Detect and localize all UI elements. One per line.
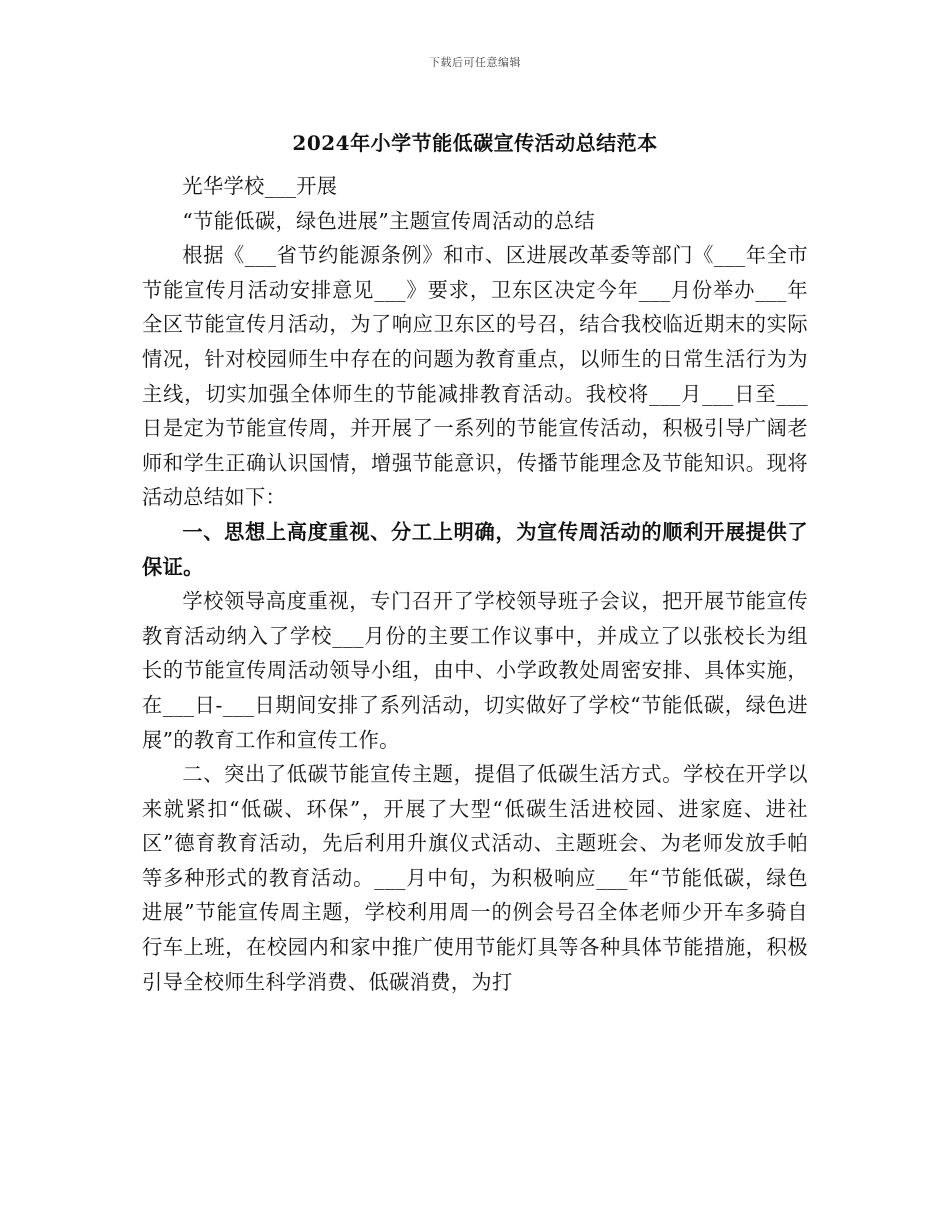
document-body	[142, 169, 808, 999]
school-line: 光华学校___开展	[182, 174, 338, 198]
document-title: 2024年小学节能低碳宣传活动总结范本	[292, 131, 658, 155]
section-two-paragraph: 二、突出了低碳节能宣传主题，提倡了低碳生活方式。学校在开学以来就紧扣“低碳、环保”，开展了大型“低碳生活进校园、进家庭、进社区”德育教育活动，先后利用升旗仪式活动、主题班会、为老师发放手帕等多种形式的教育活动。___月中旬，为积极响应___年“节能低碳，绿色进展”节能宣传周主题，学校利用周一的例会号召全体老师少开车多骑自行车上班，在校园内和家中推广使用节能灯具等各种具体节能措施，积极引导全校师生科学消费、低碳消费，为打	[142, 762, 808, 994]
intro-paragraph: 根据《___省节约能源条例》和市、区进展改革委等部门《___年全市节能宣传月活动安排意见___》要求，卫东区决定今年___月份举办___年全区节能宣传月活动，为了响应卫东区的号召，结合我校临近期末的实际情况，针对校园师生中存在的问题为教育重点，以师生的日常生活行为为主线，切实加强全体师生的节能减排教育活动。我校将___月___日至___日是定为节能宣传周，并开展了一系列的节能宣传活动，积极引导广阔老师和学生正确认识国情，增强节能意识，传播节能理念及节能知识。现将活动总结如下：	[142, 243, 808, 510]
section-heading-one: 一、思想上高度重视、分工上明确，为宣传周活动的顺利开展提供了保证。	[142, 519, 808, 579]
download-note: 下载后可任意编辑	[429, 56, 521, 69]
section-one-paragraph: 学校领导高度重视，专门召开了学校领导班子会议，把开展节能宣传教育活动纳入了学校___月份的主要工作议事中，并成立了以张校长为组长的节能宣传周活动领导小组，由中、小学政教处周密安排、具体实施，在___日-___日期间安排了系列活动，切实做好了学校“节能低碳，绿色进展”的教育工作和宣传工作。	[142, 589, 808, 752]
subtitle-line: “节能低碳，绿色进展”主题宣传周活动的总结	[182, 208, 595, 233]
